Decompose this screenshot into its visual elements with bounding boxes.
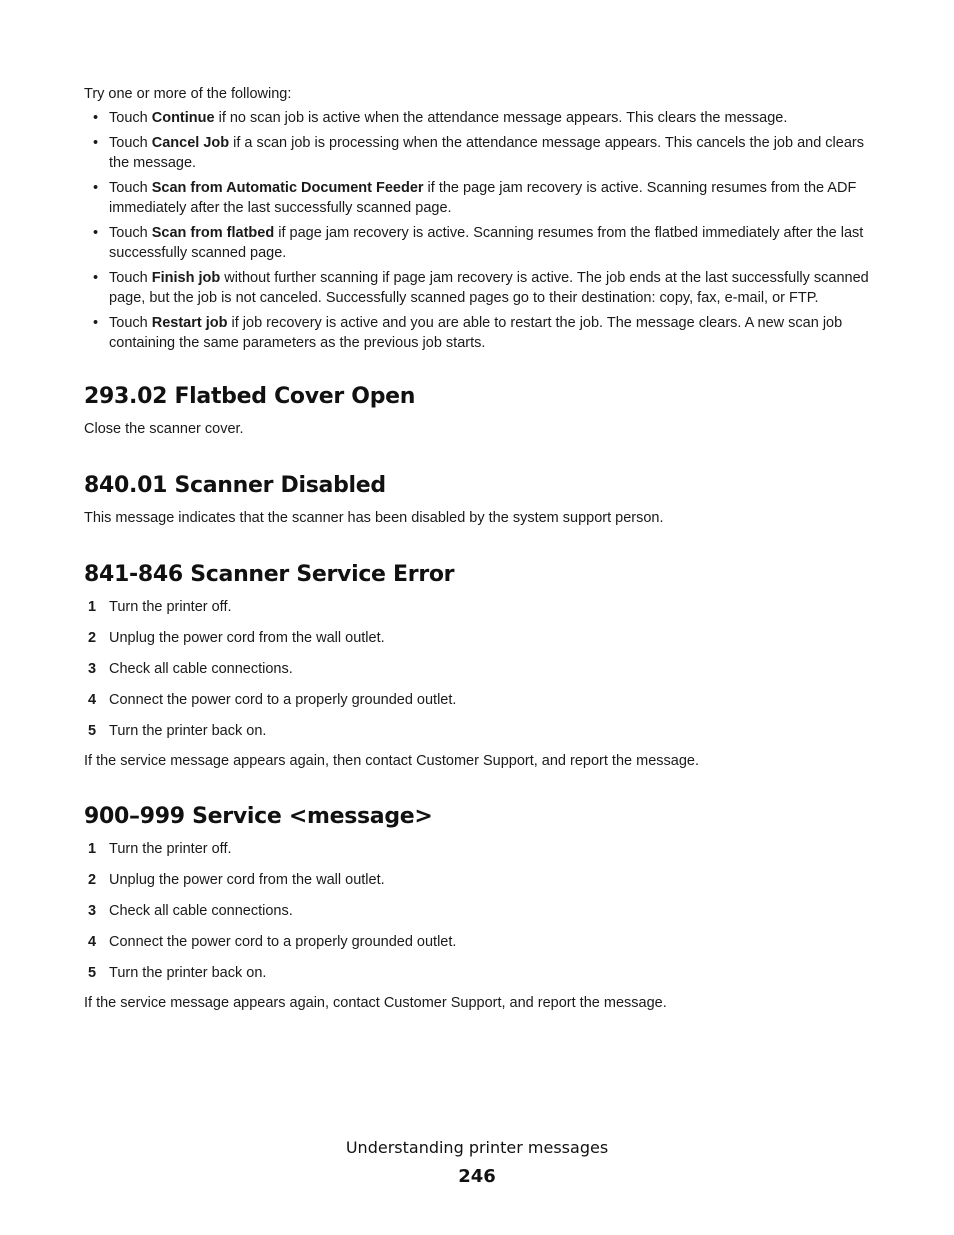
page-number: 246 xyxy=(458,1166,496,1187)
footer-chapter-title: Understanding printer messages xyxy=(345,1138,609,1157)
step-text: Turn the printer back on. xyxy=(109,965,267,981)
step-text: Check all cable connections. xyxy=(109,903,293,919)
step-list xyxy=(84,597,876,741)
step-text: Turn the printer off. xyxy=(109,841,232,857)
page-content xyxy=(84,84,876,1013)
list-item xyxy=(84,963,876,983)
section-heading: 840.01 Scanner Disabled xyxy=(84,473,386,498)
section-text: This message indicates that the scanner has been disabled by the system support person. xyxy=(84,510,664,526)
list-item xyxy=(84,839,876,859)
list-item: • Touch Finish job without further scanning if page jam recovery is active. The job ends at the last successfully scanned page, but the job is not canceled. Successfully scanned pages go to their destination: copy, fax, e-mail, or FTP. xyxy=(93,270,869,306)
list-item xyxy=(84,901,876,921)
list-item: • Touch Scan from flatbed if page jam recovery is active. Scanning resumes from the flatbed immediately after the last successfully scanned page. xyxy=(93,225,864,261)
list-item: • Touch Continue if no scan job is active when the attendance message appears. This clears the message. xyxy=(93,110,788,126)
step-text: Unplug the power cord from the wall outlet. xyxy=(109,630,385,646)
section-heading: 293.02 Flatbed Cover Open xyxy=(84,384,416,409)
bullet-icon: • xyxy=(93,270,99,286)
step-number: 3 xyxy=(88,903,97,919)
list-item xyxy=(84,628,876,648)
list-item: • Touch Restart job if job recovery is active and you are able to restart the job. The message clears. A new scan job containing the same parameters as the previous job starts. xyxy=(93,315,843,351)
list-item: • Touch Scan from Automatic Document Feeder if the page jam recovery is active. Scanning resumes from the ADF immediately after the last successfully scanned page. xyxy=(93,180,857,216)
option-name: Cancel Job xyxy=(151,135,230,151)
step-number: 2 xyxy=(88,872,97,888)
step-text: Unplug the power cord from the wall outlet. xyxy=(109,872,385,888)
step-text: Connect the power cord to a properly grounded outlet. xyxy=(109,934,457,950)
list-item xyxy=(84,721,876,741)
step-number: 4 xyxy=(88,692,97,708)
option-name: Restart job xyxy=(151,315,228,331)
list-item xyxy=(84,870,876,890)
step-number: 1 xyxy=(88,841,97,857)
step-text: Turn the printer off. xyxy=(109,599,232,615)
list-item xyxy=(84,659,876,679)
section-followup-text: If the service message appears again, contact Customer Support, and report the message. xyxy=(84,995,667,1011)
section-followup-text: If the service message appears again, then contact Customer Support, and report the message. xyxy=(84,753,699,769)
step-text: Turn the printer back on. xyxy=(109,723,267,739)
step-text: Check all cable connections. xyxy=(109,661,293,677)
option-name: Continue xyxy=(151,110,215,126)
bullet-icon: • xyxy=(93,180,99,196)
section-service-message xyxy=(84,803,876,1013)
bullet-icon: • xyxy=(93,315,99,331)
step-list xyxy=(84,839,876,983)
bullet-icon: • xyxy=(93,110,99,126)
step-text: Connect the power cord to a properly grounded outlet. xyxy=(109,692,457,708)
option-name: Scan from flatbed xyxy=(151,225,275,241)
list-item: • Touch Cancel Job if a scan job is processing when the attendance message appears. This cancels the job and clears the message. xyxy=(93,135,864,171)
bullet-icon: • xyxy=(93,135,99,151)
section-flatbed-cover-open xyxy=(84,383,876,439)
section-text: Close the scanner cover. xyxy=(84,421,244,437)
section-scanner-service-error xyxy=(84,561,876,771)
step-number: 5 xyxy=(88,965,97,981)
list-item xyxy=(84,932,876,952)
section-heading: 900–999 Service <message> xyxy=(84,804,433,829)
step-number: 3 xyxy=(88,661,97,677)
list-item xyxy=(84,597,876,617)
step-number: 4 xyxy=(88,934,97,950)
bullet-icon: • xyxy=(93,225,99,241)
step-number: 1 xyxy=(88,599,97,615)
option-name: Scan from Automatic Document Feeder xyxy=(151,180,424,196)
option-list xyxy=(84,108,876,353)
list-item xyxy=(84,690,876,710)
intro-text: Try one or more of the following: xyxy=(84,86,292,102)
option-name: Finish job xyxy=(151,270,221,286)
section-scanner-disabled xyxy=(84,472,876,528)
step-number: 5 xyxy=(88,723,97,739)
step-number: 2 xyxy=(88,630,97,646)
section-heading: 841-846 Scanner Service Error xyxy=(84,562,455,587)
